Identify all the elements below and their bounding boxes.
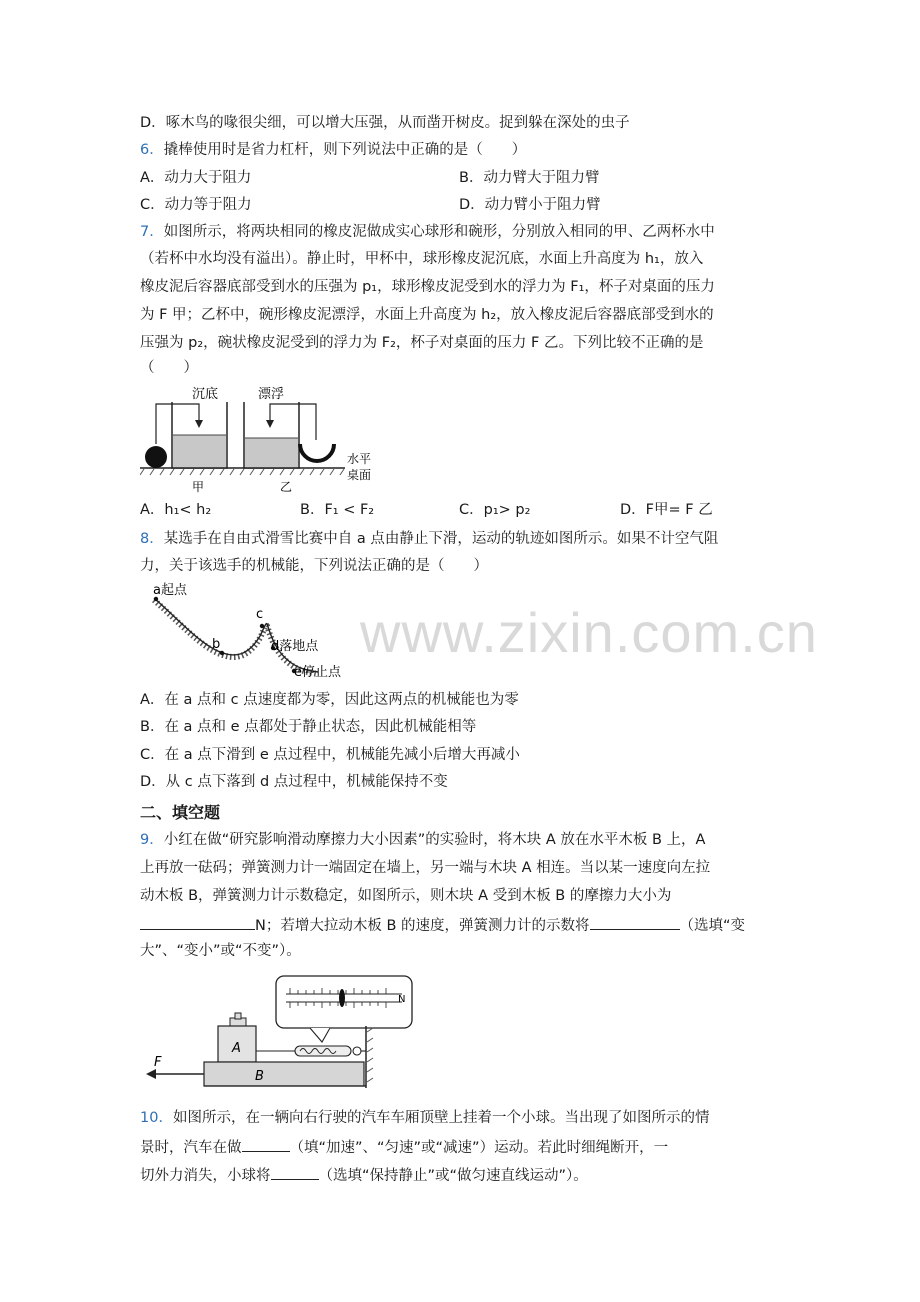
q7-line-6: （ ） [140,360,198,376]
point-a-label: a起点 [153,583,187,598]
q10-text-2b: （填“加速”、“匀速”或“减速”）运动。若此时细绳断开，一 [289,1140,669,1156]
q7-line-4: 为 F 甲；乙杯中，碗形橡皮泥漂浮，水面上升高度为 h₂，放入橡皮泥后容器底部受到水的 [140,307,714,323]
force-f-label: F [154,1055,162,1070]
label-table-1: 水平 [347,452,372,466]
q10-text-3b: （选填“保持静止”或“做匀速直线运动”）。 [318,1168,588,1184]
q10-text-1: 如图所示，在一辆向右行驶的汽车车厢顶壁上挂着一个小球。当出现了如图所示的情 [172,1110,710,1126]
q6-stem-text: 撬棒使用时是省力杠杆，则下列说法中正确的是（ ） [163,142,527,158]
clay-bowl [300,444,334,461]
q7-figure [140,380,390,495]
q8-line-2: 力，关于该选手的机械能，下列说法正确的是（ ） [140,558,488,574]
q6-option-a: A．动力大于阻力 [140,170,252,186]
q7-line-3: 橡皮泥后容器底部受到水的压强为 p₁，球形橡皮泥受到水的浮力为 F₁，杯子对桌面的压力 [140,279,715,295]
q6-stem [140,140,526,160]
q5-option-d: D．啄木鸟的喙很尖细，可以增大压强，从而凿开树皮。捉到躲在深处的虫子 [140,115,630,131]
point-d-label: d落地点 [271,639,319,654]
q7-option-b: B．F₁ < F₂ [300,502,375,518]
q9-text-4b: （选填“变 [679,918,746,934]
q9-blank-2[interactable] [590,913,680,930]
point-b-label: b [212,637,221,652]
block-a-label: A [232,1041,241,1056]
q7-option-d: D．F甲= F 乙 [620,502,713,518]
q9-line-4 [140,913,745,936]
q8-figure [140,578,370,683]
q9-text-4a: N；若增大拉动木板 B 的速度，弹簧测力计的示数将 [255,918,590,934]
q10-line-2 [140,1135,668,1158]
q6-option-c: C．动力等于阻力 [140,197,252,213]
q7-line-5: 压强为 p₂，碗状橡皮泥受到的浮力为 F₂，杯子对桌面的压力 F 乙。下列比较不正确的是 [140,335,704,351]
q7-number: 7． [140,224,164,240]
label-sink: 沉底 [192,387,219,402]
q10-text-2a: 景时，汽车在做 [140,1140,242,1156]
q10-number: 10． [140,1110,173,1126]
q9-line-3: 动木板 B，弹簧测力计示数稳定，如图所示，则木块 A 受到木板 B 的摩擦力大小为 [140,888,672,904]
q7-option-a: A．h₁< h₂ [140,502,212,518]
q10-line-3 [140,1163,588,1186]
q8-option-d: D．从 c 点下落到 d 点过程中，机械能保持不变 [140,774,448,790]
unit-n-label: N [398,994,406,1005]
q9-text-1: 小红在做“研究影响滑动摩擦力大小因素”的实验时，将木块 A 放在水平木板 B 上，A [163,832,706,848]
label-table-2: 桌面 [347,468,372,482]
q6-number: 6． [140,142,164,158]
q7-line-1 [140,222,715,242]
clay-ball [145,446,167,468]
label-jia: 甲 [192,480,205,494]
watermark: www.zixin.com.cn [360,601,818,664]
q6-option-d: D．动力臂小于阻力臂 [459,197,601,213]
q7-option-c: C．p₁> p₂ [459,502,531,518]
q8-line-1 [140,529,718,549]
q10-blank-2[interactable] [271,1163,319,1180]
q9-blank-1[interactable] [140,913,255,930]
point-c-label: c [256,607,264,622]
board-b-label: B [255,1069,264,1084]
q8-number: 8． [140,531,164,547]
label-float: 漂浮 [258,387,285,402]
point-e-label: e停止点 [294,665,341,680]
q10-text-3a: 切外力消失，小球将 [140,1168,271,1184]
q9-line-1 [140,830,705,850]
q8-option-a: A．在 a 点和 c 点速度都为零，因此这两点的机械能也为零 [140,692,519,708]
q10-blank-1[interactable] [242,1135,290,1152]
q7-text-1: 如图所示，将两块相同的橡皮泥做成实心球形和碗形，分别放入相同的甲、乙两杯水中 [163,224,715,240]
section-title-fill-blank: 二、填空题 [140,803,221,822]
q8-text-1: 某选手在自由式滑雪比赛中自 a 点由静止下滑，运动的轨迹如图所示。如果不计空气阻 [163,531,719,547]
q8-option-b: B．在 a 点和 e 点都处于静止状态，因此机械能相等 [140,719,477,735]
label-yi: 乙 [280,480,293,494]
q8-option-c: C．在 a 点下滑到 e 点过程中，机械能先减小后增大再减小 [140,747,520,763]
q9-line-5: 大”、“变小”或“不变”）。 [140,943,301,959]
q7-line-2: （若杯中水均没有溢出）。静止时，甲杯中，球形橡皮泥沉底，水面上升高度为 h₁，放入 [140,251,704,267]
q9-number: 9． [140,832,164,848]
q6-option-b: B．动力臂大于阻力臂 [459,170,600,186]
q9-figure [140,970,420,1090]
q9-line-2: 上再放一砝码；弹簧测力计一端固定在墙上，另一端与木块 A 相连。当以某一速度向左拉 [140,860,711,876]
q10-line-1 [140,1108,709,1128]
